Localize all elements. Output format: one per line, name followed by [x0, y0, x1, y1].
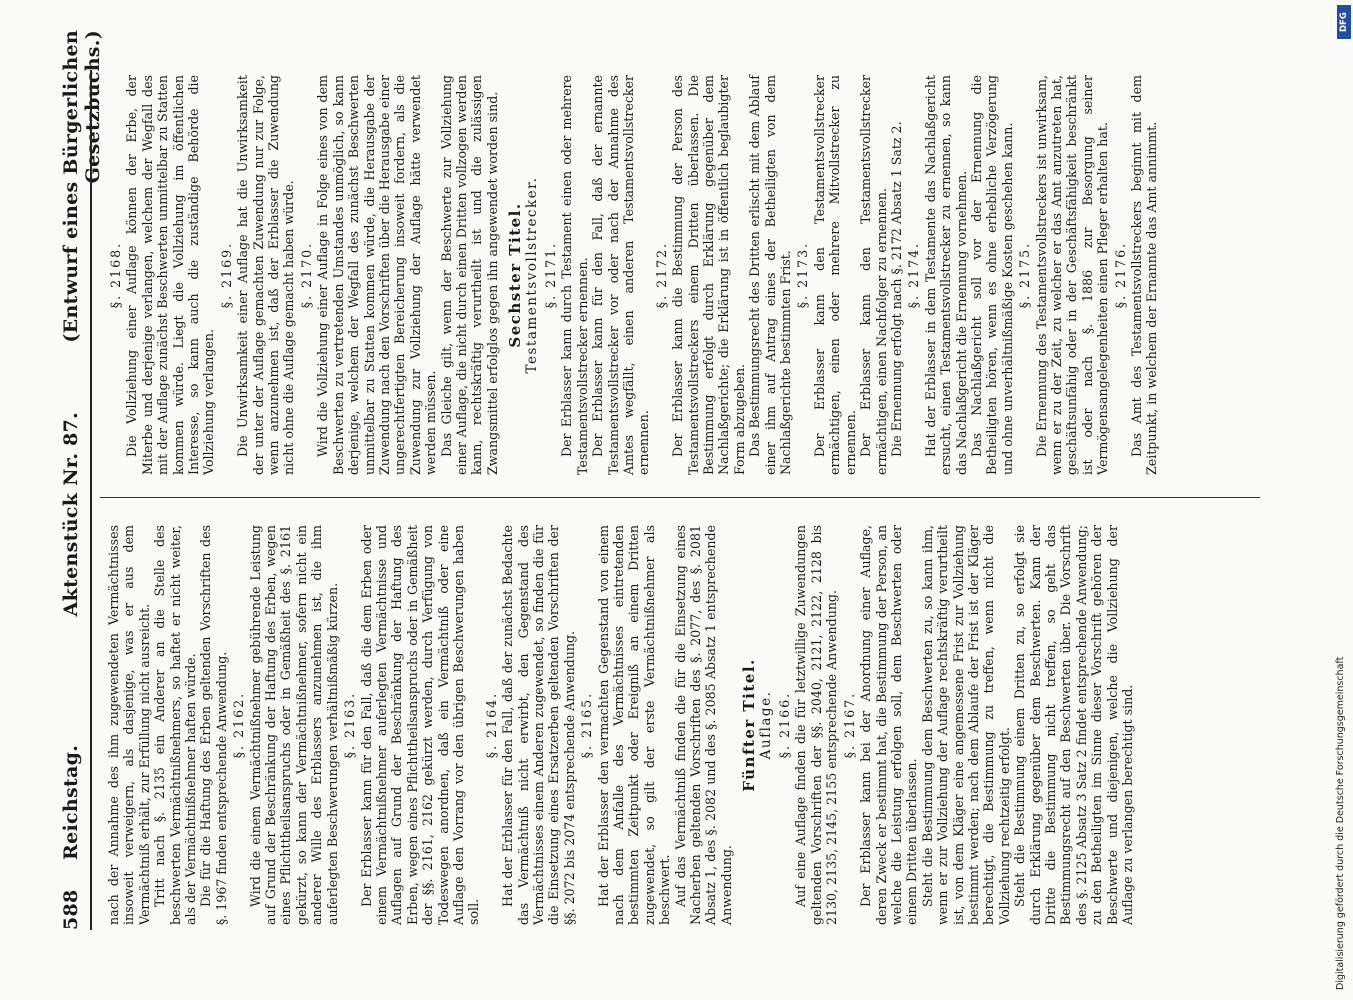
paragraph: Das Gleiche gilt, wenn der Beschwerte zur Vollziehung einer Auflage, die nicht durch einen Dritten vollzogen werden kann, rechtskräftig verurtheilt ist und die zulässigen Zwangsmittel erfolglos gegen ihn angewendet worden sind.	[438, 75, 500, 475]
page-number: 588	[60, 889, 82, 930]
column-divider	[100, 497, 1260, 498]
section-heading: §. 2165.	[579, 691, 595, 759]
paragraph: Der Erblasser kann den Testamentsvollstrecker ermächtigen, einen oder mehrere Mitvollstrecker zu ernennen.	[811, 75, 858, 475]
paragraph: Wird die Vollziehung einer Auflage in Folge eines von dem Beschwerten zu vertretenden Umstandes unmöglich, so kann derjenige, welchem der Wegfall des zunächst Beschwerten unmittelbar zu Statten kommen würde, die Herausgabe der Zuwendung nach den Vorschriften über die Herausgabe einer ungerechtfertigten Bereicherung insoweit fordern, als die Zuwendung zur Vollziehung der Auflage hätte verwendet werden müssen.	[315, 75, 439, 475]
section-heading: §. 2167.	[841, 691, 857, 759]
paragraph: Wird die einem Vermächtnißnehmer gebührende Leistung auf Grund der Beschränkung der Haftung des Erben, wegen eines Pflichttheilsanspruchs oder in Gemäßheit des §. 2161 gekürzt, so kann der Vermächtnißnehmer, sofern nicht ein anderer Wille des Erblassers anzunehmen ist, die ihm auferlegten Beschwerungen verhältnißmäßig kürzen.	[247, 525, 340, 925]
paragraph: Die Ernennung erfolgt nach §. 2172 Absatz 1 Satz 2.	[888, 121, 904, 457]
paragraph: Der Erblasser kann bei der Anordnung einer Auflage, deren Zweck er bestimmt hat, die Bestimmung der Person, an welche die Leistung erfolgen soll, dem Beschwerten oder einem Dritten überlassen.	[858, 525, 920, 925]
section-heading: §. 2164.	[483, 691, 499, 759]
paragraph: Die für die Haftung des Erben geltenden Vorschriften des §. 1967 finden entsprechende Anwendung.	[198, 525, 229, 925]
section-heading: §. 2166.	[777, 691, 793, 759]
paragraph: Das Amt des Testamentsvollstreckers beginnt mit dem Zeitpunkt, in welchem der Ernannte das Amt annimmt.	[1129, 75, 1160, 475]
section-heading: §. 2171.	[542, 241, 558, 309]
paragraph: Die Unwirksamkeit einer Auflage hat die Unwirksamkeit der unter der Auflage gemachten Zuwendung nur zur Folge, wenn anzunehmen ist, daß der Erblasser die Zuwendung nicht ohne die Auflage gemacht haben würde.	[235, 75, 297, 475]
paragraph: Hat der Erblasser den vermachten Gegenstand von einem nach dem Anfalle des Vermächtnisses eintretenden bestimmten Zeitpunkt oder Ereigniß an einem Dritten zugewendet, so gilt der erste Vermächtnißnehmer als beschwert.	[595, 525, 673, 925]
title-heading: Fünfter Titel.	[740, 658, 759, 792]
paragraph: Steht die Bestimmung dem Beschwerten zu, so kann ihm, wenn er zur Vollziehung der Auflage rechtskräftig verurtheilt ist, von dem Kläger eine angemessene Frist zur Vollziehung bestimmt werden; nach dem Ablaufe der Frist ist der Kläger berechtigt, die Bestimmung zu treffen, wenn nicht die Vollziehung rechtzeitig erfolgt.	[919, 525, 1012, 925]
rotated-document-page	[54, 0, 1294, 1000]
section-heading: §. 2170.	[298, 241, 314, 309]
section-heading: §. 2168.	[108, 241, 123, 309]
paragraph: Der Erblasser kann den Testamentsvollstrecker ermächtigen, einen Nachfolger zu ernennen.	[858, 75, 889, 475]
paragraph: Hat der Erblasser für den Fall, daß der zunächst Bedachte das Vermächtniß nicht erwirbt, den Gegenstand des Vermächtnisses einem Anderen zugewendet, so finden die für die Einsetzung eines Ersatzerben geltenden Vorschriften der §§. 2072 bis 2074 entsprechende Anwendung.	[500, 525, 577, 925]
title-subheading: Testamentsvollstrecker.	[523, 176, 540, 374]
header-middle: Aktenstück Nr. 87.	[60, 411, 82, 617]
section-heading: §. 2163.	[342, 691, 358, 759]
paragraph: Das Nachlaßgericht soll vor der Ernennung die Betheiligten hören, wenn es ohne erhebliche Verzögerung und ohne unverhältnißmäßige Kosten geschehen kann.	[968, 75, 1015, 475]
paragraph: Die Vollziehung einer Auflage können der Erbe, der Miterbe und derjenige verlangen, welchem der Wegfall des mit der Auflage zunächst Beschwerten unmittelbar zu Statten kommen würde. Liegt die Vollziehung im öffentlichen Interesse, so kann auch die zuständige Behörde die Vollziehung verlangen.	[124, 75, 217, 475]
title-subheading: Auflage.	[757, 690, 774, 760]
section-heading: §. 2175.	[1017, 241, 1033, 309]
paragraph: Steht die Bestimmung einem Dritten zu, so erfolgt sie durch Erklärung gegenüber dem Beschwerten. Kann der Dritte die Bestimmung nicht treffen, so geht das Bestimmungsrecht auf den Beschwerten über. Die Vorschrift des §. 2125 Absatz 3 Satz 2 findet entsprechende Anwendung; zu den Betheiligten im Sinne dieser Vorschrift gehören der Beschwerte und diejenigen, welche die Vollziehung der Auflage zu verlangen berechtigt sind.	[1012, 525, 1135, 925]
paragraph: Der Erblasser kann für den Fall, daß die dem Erben oder einem Vermächtnißnehmer auferlegten Vermächtnisse und Auflagen auf Grund der Beschränkung der Haftung des Erben, wegen eines Pflichttheilsanspruchs oder in Gemäßheit der §§. 2161, 2162 gekürzt werden, durch Verfügung von Todeswegen anordnen, daß ein Vermächtniß oder eine Auflage den Vorrang vor den übrigen Beschwerungen haben soll.	[358, 525, 482, 925]
section-heading: §. 2174.	[906, 241, 922, 309]
section-heading: §. 2162.	[231, 691, 247, 759]
section-heading: §. 2169.	[218, 241, 234, 309]
paragraph: Der Erblasser kann durch Testament einen oder mehrere Testamentsvollstrecker ernennen.	[559, 75, 590, 475]
left-column	[106, 525, 1135, 925]
paragraph: Hat der Erblasser in dem Testamente das Nachlaßgericht ersucht, einen Testamentsvollstrecker zu ernennen, so kann das Nachlaßgericht die Ernennung vornehmen.	[922, 75, 969, 475]
section-heading: §. 2176.	[1112, 241, 1128, 309]
page-header	[60, 29, 104, 930]
header-left: Reichstag.	[60, 744, 82, 860]
header-right: (Entwurf eines Bürgerlichen Gesetzbuchs.)	[60, 29, 104, 343]
section-heading: §. 2173.	[795, 241, 811, 309]
paragraph: Auf eine Auflage finden die für letztwillige Zuwendungen geltenden Vorschriften der §§. 2040, 2121, 2122, 2128 bis 2130, 2135, 2145, 2155 entsprechende Anwendung.	[793, 525, 840, 925]
paragraph: Tritt nach §. 2135 ein Anderer an die Stelle des beschwerten Vermächtnißnehmers, so haftet er nicht weiter, als der Vermächtnißnehmer haften würde.	[152, 525, 199, 925]
right-column	[106, 75, 1160, 475]
section-heading: §. 2172.	[653, 241, 669, 309]
digitization-note: Digitalisierung gefördert durch die Deutsche Forschungsgemeinschaft	[1335, 656, 1346, 990]
title-heading: Sechster Titel.	[506, 202, 525, 348]
header-rule	[90, 70, 92, 930]
dfg-logo: DFG	[1337, 5, 1351, 39]
paragraph: nach der Annahme des ihm zugewendeten Vermächtnisses insoweit verweigern, als dasjenige, was er aus dem Vermächtniß erhält, zur Erfüllung nicht ausreicht.	[106, 525, 152, 925]
paragraph: Das Bestimmungsrecht des Dritten erlischt mit dem Ablauf einer ihm auf Antrag eines der Betheiligten von dem Nachlaßgerichte bestimmten Frist.	[747, 75, 794, 475]
paragraph: Der Erblasser kann die Bestimmung der Person des Testamentsvollstreckers einem Dritten überlassen. Die Bestimmung erfolgt durch Erklärung gegenüber dem Nachlaßgerichte; die Erklärung ist in öffentlich beglaubigter Form abzugeben.	[670, 75, 747, 475]
paragraph: Auf das Vermächtniß finden die für die Einsetzung eines Nacherben geltenden Vorschriften des §. 2077, des §. 2081 Absatz 1, des §. 2082 und des §. 2085 Absatz 1 entsprechende Anwendung.	[672, 525, 734, 925]
paragraph: Die Ernennung des Testamentsvollstreckers ist unwirksam, wenn er zu der Zeit, zu welcher er das Amt anzutreten hat, geschäftsunfähig oder in der Geschäftsfähigkeit beschränkt ist oder nach §. 1886 zur Besorgung seiner Vermögensangelegenheiten einen Pfleger erhalten hat.	[1033, 75, 1111, 475]
paragraph: Der Erblasser kann für den Fall, daß der ernannte Testamentsvollstrecker vor oder nach der Annahme des Amtes wegfällt, einen anderen Testamentsvollstrecker ernennen.	[590, 75, 652, 475]
